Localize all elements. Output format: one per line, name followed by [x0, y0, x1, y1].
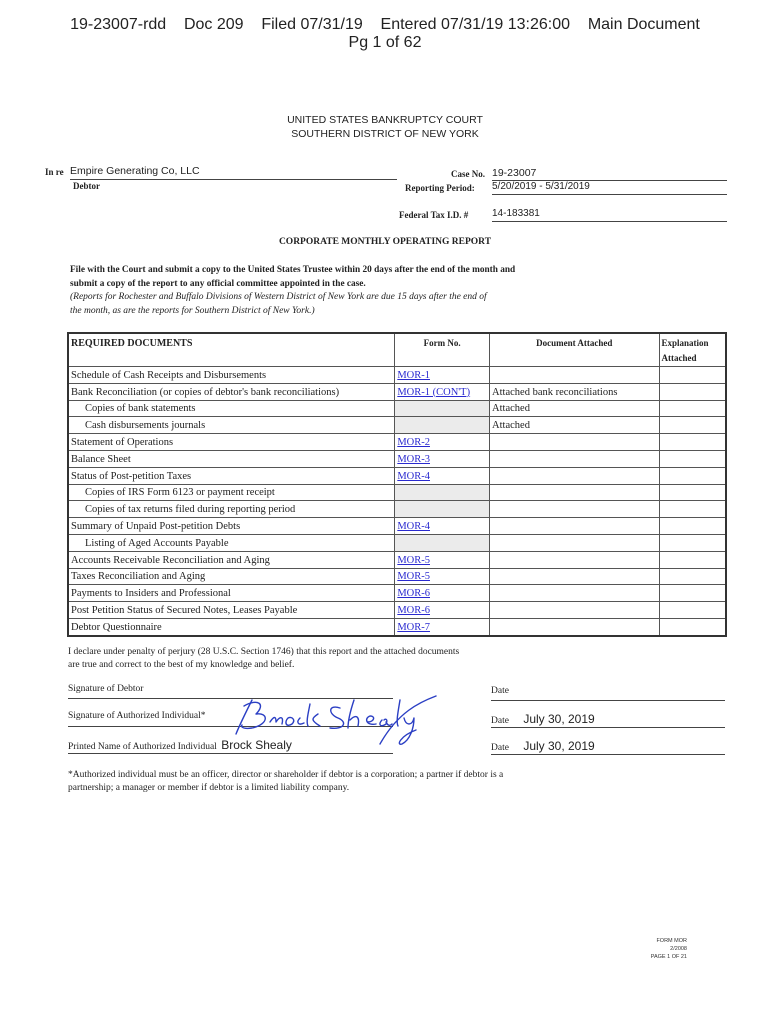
table-row: [68, 383, 726, 400]
attached-cell: Attached bank reconciliations: [490, 383, 660, 400]
declaration: [68, 646, 459, 672]
authorized-date-value: July 30, 2019: [523, 712, 595, 726]
debtor-date-line: [491, 686, 725, 701]
signature-of-debtor-label: Signature of Debtor: [68, 684, 144, 694]
form-link-mor-6[interactable]: MOR-6: [397, 604, 430, 616]
footer-page-number: PAGE 1 OF 21: [650, 954, 687, 960]
table-row: [68, 534, 726, 551]
filing-stamp-line2: Pg 1 of 62: [348, 34, 422, 51]
form-cell: [395, 367, 490, 384]
form-cell: [395, 484, 490, 501]
table-row: [68, 450, 726, 467]
doc-cell: Listing of Aged Accounts Payable: [68, 534, 395, 551]
explanation-cell: [659, 534, 726, 551]
doc-cell: Taxes Reconciliation and Aging: [68, 568, 395, 585]
attached-cell: [490, 367, 660, 384]
attached-cell: [490, 434, 660, 451]
footnote-line2: partnership; a manager or member if debtor is a limited liability company.: [68, 783, 350, 793]
doc-cell: Bank Reconciliation (or copies of debtor's bank reconciliations): [68, 383, 395, 400]
form-link-mor-5[interactable]: MOR-5: [397, 554, 430, 566]
doc-cell: Copies of tax returns filed during reporting period: [68, 501, 395, 518]
court-district: SOUTHERN DISTRICT OF NEW YORK: [291, 128, 479, 140]
explanation-cell: [659, 518, 726, 535]
doc-cell: Copies of bank statements: [68, 400, 395, 417]
case-no-field: 19-23007: [492, 167, 727, 181]
form-link-mor-1[interactable]: MOR-1: [397, 369, 430, 381]
explanation-cell: [659, 618, 726, 635]
tax-id-label: Federal Tax I.D. #: [399, 210, 469, 220]
in-re-label: In re: [45, 167, 64, 177]
attached-cell: [490, 618, 660, 635]
instructions: [70, 264, 515, 291]
form-link-mor-4[interactable]: MOR-4: [397, 470, 430, 482]
table-row: [68, 602, 726, 619]
header-document-attached: Document Attached: [490, 333, 660, 367]
explanation-cell: [659, 400, 726, 417]
attached-cell: [490, 467, 660, 484]
printed-date-value: July 30, 2019: [523, 739, 595, 753]
table-row: [68, 618, 726, 635]
form-cell: [395, 434, 490, 451]
explanation-cell: [659, 484, 726, 501]
attached-cell: [490, 551, 660, 568]
explanation-cell: [659, 434, 726, 451]
explanation-cell: [659, 383, 726, 400]
attached-cell: [490, 585, 660, 602]
form-cell: [395, 518, 490, 535]
attached-cell: Attached: [490, 400, 660, 417]
court-name: UNITED STATES BANKRUPTCY COURT: [287, 114, 483, 126]
explanation-cell: [659, 585, 726, 602]
explanation-cell: [659, 417, 726, 434]
doc-cell: Schedule of Cash Receipts and Disbursements: [68, 367, 395, 384]
explanation-cell: [659, 467, 726, 484]
instructions-line3: (Reports for Rochester and Buffalo Divisions of Western District of New York are due 15 days after the end of: [70, 292, 487, 302]
table-row: [68, 484, 726, 501]
footer-form-name: FORM MOR: [656, 938, 687, 944]
table-row: [68, 585, 726, 602]
explanation-cell: [659, 551, 726, 568]
authorized-date-line: [491, 712, 725, 728]
explanation-cell: [659, 501, 726, 518]
table-row: [68, 417, 726, 434]
form-cell: [395, 417, 490, 434]
debtor-label: Debtor: [73, 181, 100, 191]
table-row: [68, 518, 726, 535]
printed-name-line: [68, 738, 393, 754]
form-cell: [395, 467, 490, 484]
form-link-mor-1-cont[interactable]: MOR-1 (CON'T): [397, 386, 471, 398]
form-link-mor-3[interactable]: MOR-3: [397, 453, 430, 465]
report-title: CORPORATE MONTHLY OPERATING REPORT: [278, 237, 492, 247]
header-form-no: Form No.: [395, 333, 490, 367]
instructions-note: [70, 291, 487, 318]
explanation-cell: [659, 568, 726, 585]
explanation-cell: [659, 367, 726, 384]
attached-cell: [490, 568, 660, 585]
doc-cell: Summary of Unpaid Post-petition Debts: [68, 518, 395, 535]
doc-cell: Statement of Operations: [68, 434, 395, 451]
form-link-mor-4[interactable]: MOR-4: [397, 520, 430, 532]
attached-cell: [490, 518, 660, 535]
printed-name-label: Printed Name of Authorized Individual: [68, 742, 217, 752]
tax-id-field: 14-183381: [492, 208, 727, 222]
court-heading: [0, 113, 770, 141]
table-row: [68, 501, 726, 518]
date-label: Date: [491, 686, 509, 696]
doc-cell: Balance Sheet: [68, 450, 395, 467]
table-row: [68, 367, 726, 384]
case-no-label: Case No.: [451, 169, 485, 179]
form-link-mor-5[interactable]: MOR-5: [397, 571, 430, 583]
form-cell: [395, 450, 490, 467]
reporting-period-field: 5/20/2019 - 5/31/2019: [492, 181, 727, 195]
declaration-line1: I declare under penalty of perjury (28 U.S.C. Section 1746) that this report and the attached documents: [68, 647, 460, 657]
table-row: [68, 551, 726, 568]
doc-cell: Cash disbursements journals: [68, 417, 395, 434]
attached-cell: [490, 450, 660, 467]
doc-cell: Post Petition Status of Secured Notes, Leases Payable: [68, 602, 395, 619]
required-documents-table: [67, 332, 727, 637]
form-cell: [395, 602, 490, 619]
doc-cell: Debtor Questionnaire: [68, 618, 395, 635]
explanation-cell: [659, 602, 726, 619]
form-link-mor-7[interactable]: MOR-7: [397, 621, 430, 633]
date-label: Date: [491, 716, 509, 726]
form-link-mor-2[interactable]: MOR-2: [397, 436, 430, 448]
attached-cell: [490, 534, 660, 551]
form-cell: [395, 400, 490, 417]
filing-stamp-line1: 19-23007-rdd Doc 209 Filed 07/31/19 Entered 07/31/19 13:26:00 Main Document: [70, 16, 700, 33]
form-link-mor-6[interactable]: MOR-6: [397, 588, 430, 600]
attached-cell: [490, 484, 660, 501]
form-cell: [395, 534, 490, 551]
date-label: Date: [491, 743, 509, 753]
attached-cell: Attached: [490, 417, 660, 434]
table-header-row: [68, 333, 726, 367]
signature-authorized-label: Signature of Authorized Individual*: [68, 711, 206, 721]
table-row: [68, 467, 726, 484]
filing-stamp: [0, 16, 770, 52]
doc-cell: Copies of IRS Form 6123 or payment receipt: [68, 484, 395, 501]
form-cell: [395, 383, 490, 400]
printed-name-value: Brock Shealy: [221, 738, 292, 752]
debtor-name-field: Empire Generating Co, LLC: [70, 165, 397, 180]
footer-form-date: 2/2008: [670, 946, 687, 952]
form-cell: [395, 551, 490, 568]
reporting-period-label: Reporting Period:: [405, 183, 475, 193]
table-row: [68, 400, 726, 417]
instructions-line4: the month, as are the reports for Southern District of New York.): [70, 305, 315, 316]
declaration-line2: are true and correct to the best of my knowledge and belief.: [68, 660, 295, 670]
explanation-cell: [659, 450, 726, 467]
instructions-line1: File with the Court and submit a copy to the United States Trustee within 20 days after the end of the month and: [70, 265, 516, 275]
form-cell: [395, 501, 490, 518]
authorized-individual-footnote: [68, 769, 503, 795]
doc-cell: Payments to Insiders and Professional: [68, 585, 395, 602]
attached-cell: [490, 501, 660, 518]
table-row: [68, 568, 726, 585]
header-required-documents: REQUIRED DOCUMENTS: [68, 333, 395, 367]
form-cell: [395, 585, 490, 602]
header-explanation-attached: Explanation Attached: [659, 333, 726, 367]
doc-cell: Accounts Receivable Reconciliation and Aging: [68, 551, 395, 568]
form-cell: [395, 568, 490, 585]
doc-cell: Status of Post-petition Taxes: [68, 467, 395, 484]
instructions-line2: submit a copy of the report to any official committee appointed in the case.: [70, 278, 366, 289]
printed-date-line: [491, 739, 725, 755]
table-row: [68, 434, 726, 451]
footnote-line1: *Authorized individual must be an officer, director or shareholder if debtor is a corporation; a partner if debtor is a: [68, 770, 504, 780]
form-footer: [651, 937, 687, 961]
attached-cell: [490, 602, 660, 619]
form-cell: [395, 618, 490, 635]
